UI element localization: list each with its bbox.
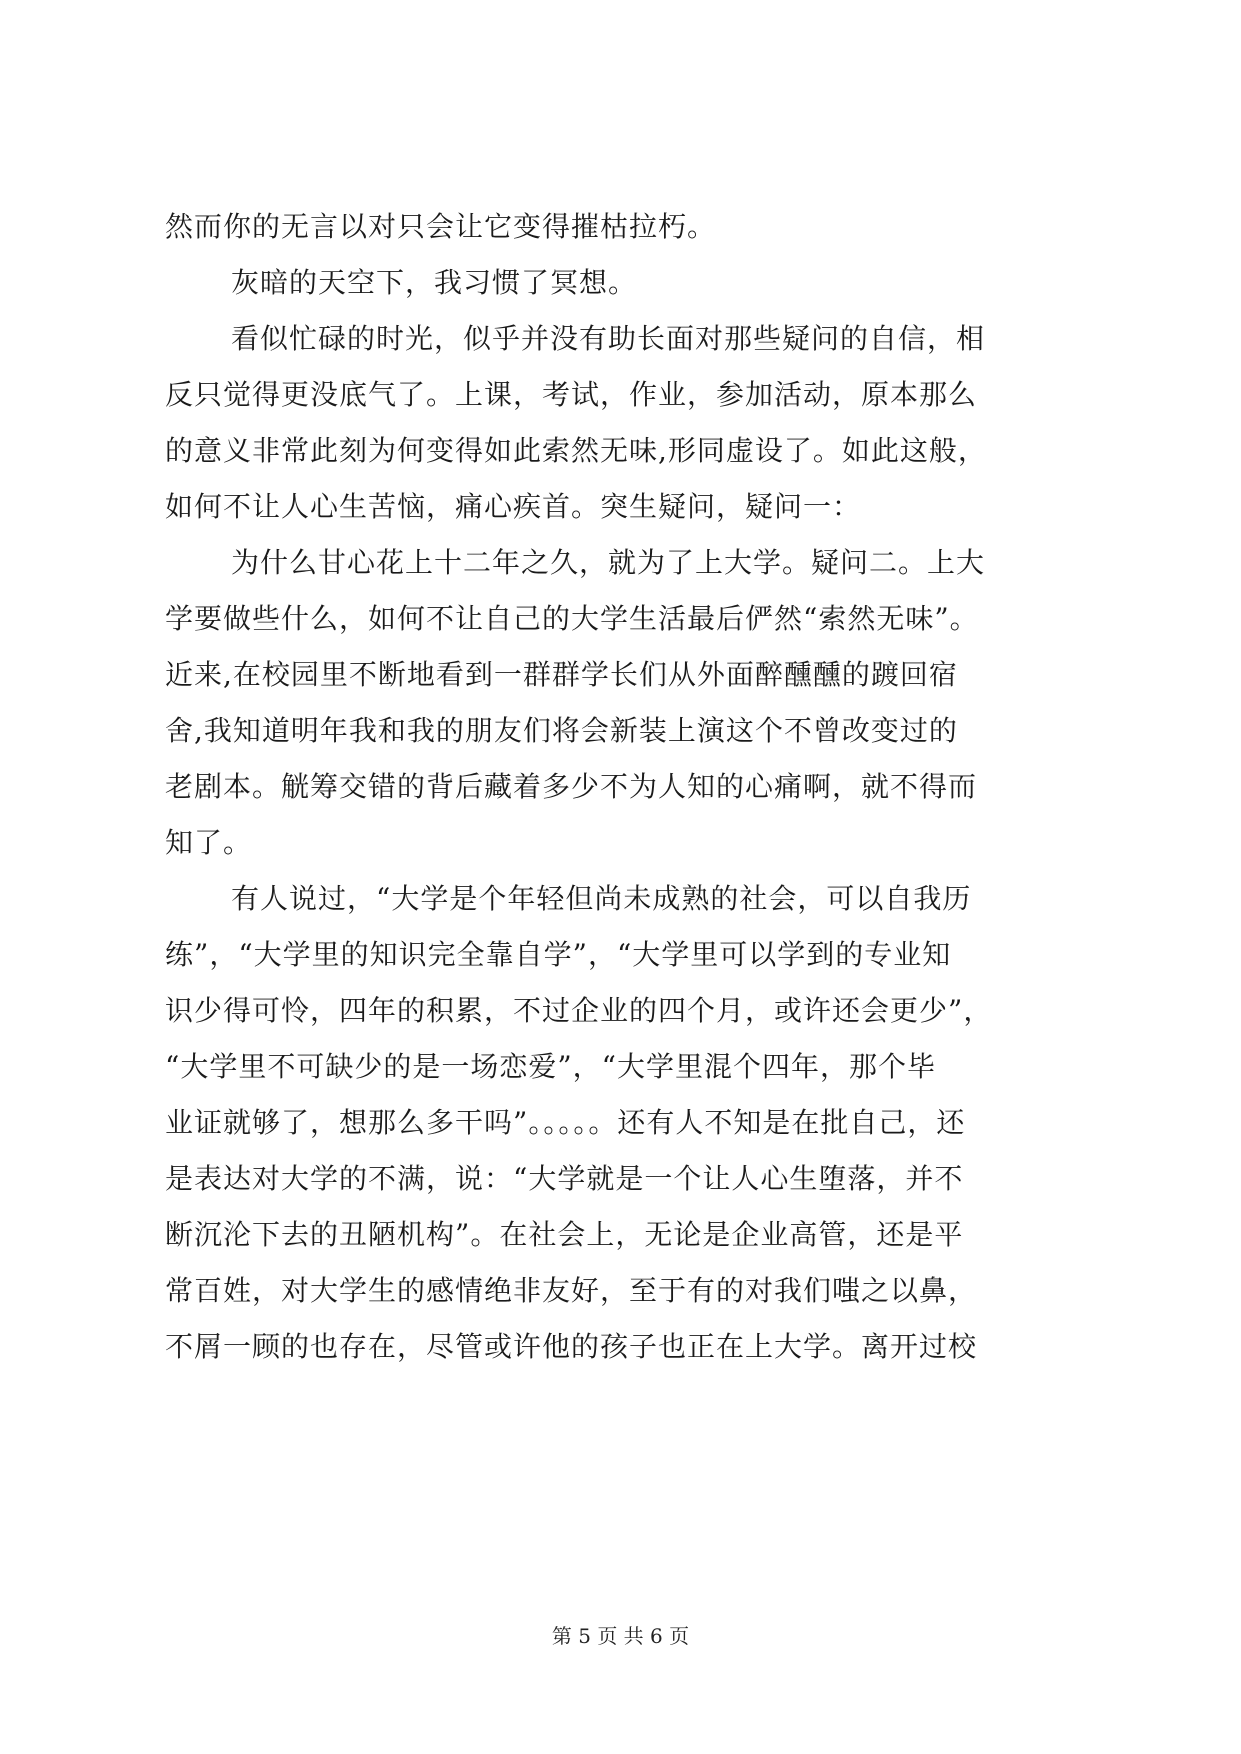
page-footer: 第 5 页 共 6 页 xyxy=(551,1624,690,1648)
document-body xyxy=(165,199,1090,1375)
text-line: 的意义非常此刻为何变得如此索然无味,形同虚设了。如此这般， xyxy=(165,434,987,467)
text-line: 识少得可怜，四年的积累，不过企业的四个月，或许还会更少”， xyxy=(165,994,993,1027)
text-line: 业证就够了，想那么多干吗”。。。。。还有人不知是在批自己，还 xyxy=(165,1106,966,1139)
text-line: 近来,在校园里不断地看到一群群学长们从外面醉醺醺的踱回宿 xyxy=(165,658,958,691)
text-line: 知了。 xyxy=(165,826,253,859)
text-line: 舍,我知道明年我和我的朋友们将会新装上演这个不曾改变过的 xyxy=(165,714,958,747)
text-line: 不屑一顾的也存在，尽管或许他的孩子也正在上大学。离开过校 xyxy=(165,1330,978,1363)
text-line: 为什么甘心花上十二年之久，就为了上大学。疑问二。上大 xyxy=(231,546,986,579)
text-line: 断沉沦下去的丑陋机构”。在社会上，无论是企业高管，还是平 xyxy=(165,1218,964,1251)
text-line: 然而你的无言以对只会让它变得摧枯拉朽。 xyxy=(165,210,717,243)
text-line: 练”，“大学里的知识完全靠自学”，“大学里可以学到的专业知 xyxy=(165,938,952,971)
text-line: “大学里不可缺少的是一场恋爱”，“大学里混个四年，那个毕 xyxy=(165,1050,936,1083)
text-line: 是表达对大学的不满，说：“大学就是一个让人心生堕落，并不 xyxy=(165,1162,964,1195)
text-line: 如何不让人心生苦恼，痛心疾首。突生疑问，疑问一： xyxy=(165,490,862,523)
text-line: 常百姓，对大学生的感情绝非友好，至于有的对我们嗤之以鼻， xyxy=(165,1274,978,1307)
text-line: 看似忙碌的时光，似乎并没有助长面对那些疑问的自信，相 xyxy=(231,322,986,355)
text-line: 老剧本。觥筹交错的背后藏着多少不为人知的心痛啊，就不得而 xyxy=(165,770,978,803)
text-line: 灰暗的天空下，我习惯了冥想。 xyxy=(231,266,638,299)
text-line: 有人说过，“大学是个年轻但尚未成熟的社会，可以自我历 xyxy=(231,882,972,915)
text-line: 反只觉得更没底气了。上课，考试，作业，参加活动，原本那么 xyxy=(165,378,978,411)
text-line: 学要做些什么，如何不让自己的大学生活最后俨然“索然无味”。 xyxy=(165,602,979,635)
